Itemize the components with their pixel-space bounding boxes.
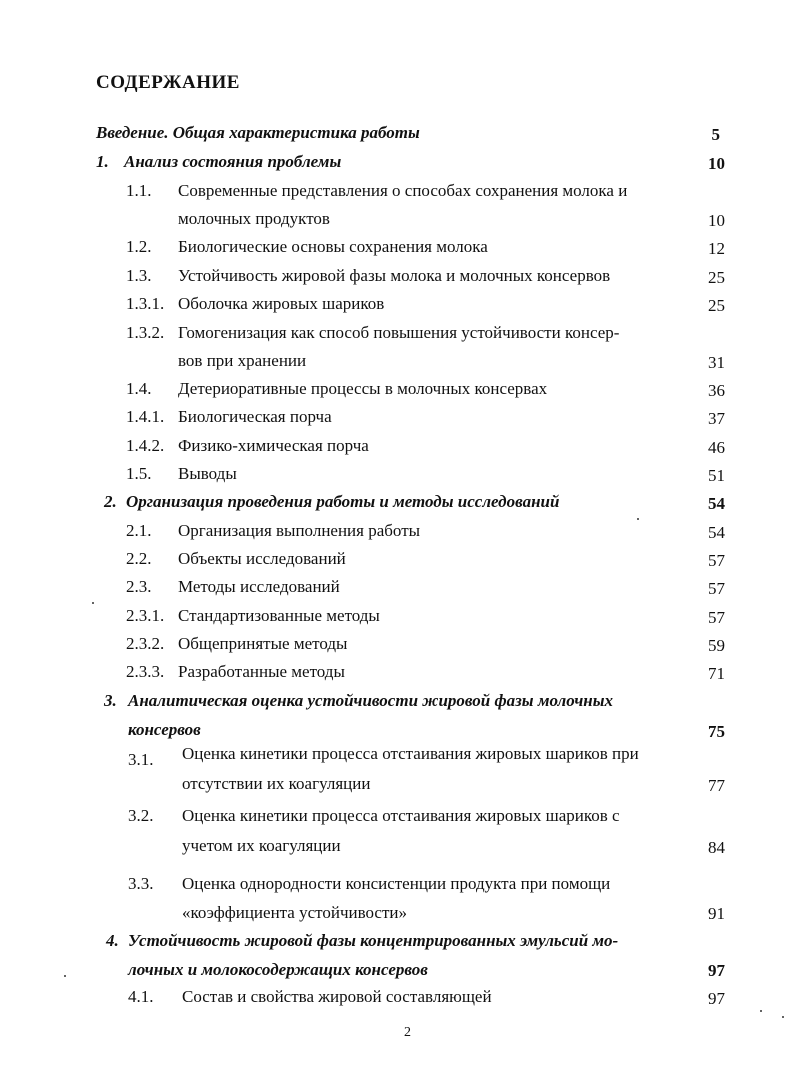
toc-page-number: 57 (708, 608, 725, 627)
toc-entry-text: Устойчивость жировой фазы концентрированных эмульсий мо- (128, 931, 619, 950)
toc-entry-text: Современные представления о способах сохранения молока и (178, 181, 628, 200)
toc-entry-number: 4. (106, 931, 119, 950)
toc-entry-number: 1.4.1. (126, 407, 165, 426)
toc-entry-text: Состав и свойства жировой составляющей (182, 987, 492, 1006)
toc-entry-number: 1.5. (126, 464, 152, 483)
toc-entry-text: Разработанные методы (178, 662, 345, 681)
toc-entry-number: 3.3. (128, 874, 154, 893)
toc-page-number: 31 (708, 353, 725, 372)
toc-entry-number: 1. (96, 152, 109, 171)
toc-page-number: 37 (708, 409, 725, 428)
toc-page-number: 97 (708, 961, 725, 980)
scan-speck (92, 602, 94, 604)
toc-page-number: 5 (711, 125, 720, 144)
toc-entry-text: Детериоративные процессы в молочных консервах (178, 379, 548, 398)
toc-entry-text-cont: учетом их коагуляции (182, 836, 341, 855)
toc-entry-text: Объекты исследований (178, 549, 346, 568)
scan-speck (637, 518, 639, 520)
toc-page-number: 25 (708, 268, 725, 287)
toc-entry-text: Общепринятые методы (178, 634, 348, 653)
toc-entry-text-cont: молочных продуктов (178, 209, 330, 228)
toc-entry-text-cont: отсутствии их коагуляции (182, 774, 371, 793)
toc-page-number: 75 (708, 722, 725, 741)
toc-entry-text: Аналитическая оценка устойчивости жировой фазы молочных (128, 691, 613, 710)
toc-entry-number: 1.4. (126, 379, 152, 398)
toc-entry-text-cont: вов при хранении (178, 351, 307, 370)
toc-entry-text: Выводы (178, 464, 237, 483)
toc-entry-text: Биологические основы сохранения молока (178, 237, 488, 256)
toc-entry-number: 1.3. (126, 266, 152, 285)
toc-entry-text: Анализ состояния проблемы (124, 152, 342, 171)
toc-entry-number: 2.3.1. (126, 606, 165, 625)
toc-page-number: 91 (708, 904, 725, 923)
toc-entry-text: Стандартизованные методы (178, 606, 380, 625)
toc-page-number: 97 (708, 989, 725, 1008)
toc-page-number: 46 (708, 438, 725, 457)
toc-entry-text: Физико-химическая порча (178, 436, 369, 455)
toc-page-number: 57 (708, 551, 725, 570)
toc-entry-number: 3. (104, 691, 117, 710)
toc-entry-text: Организация проведения работы и методы исследований (126, 492, 560, 511)
toc-page-number: 54 (708, 494, 725, 513)
toc-entry-text: Биологическая порча (178, 407, 332, 426)
toc-page-number: 57 (708, 579, 725, 598)
toc-entry-number: 2.2. (126, 549, 152, 568)
toc-page-number: 51 (708, 466, 725, 485)
page-title: СОДЕРЖАНИЕ (96, 72, 240, 93)
toc-entry-number: 1.2. (126, 237, 152, 256)
toc-entry-text: Гомогенизация как способ повышения устойчивости консер- (178, 323, 620, 342)
toc-page-number: 25 (708, 296, 725, 315)
toc-entry-text: Введение. Общая характеристика работы (96, 123, 420, 142)
toc-entry-number: 1.3.1. (126, 294, 165, 313)
toc-page-number: 77 (708, 776, 725, 795)
toc-entry-number: 2. (104, 492, 117, 511)
page-number-footer: 2 (404, 1025, 411, 1040)
toc-page-number: 10 (708, 211, 725, 230)
toc-page-number: 54 (708, 523, 725, 542)
toc-entry-text: Оценка кинетики процесса отстаивания жировых шариков с (182, 806, 620, 825)
toc-entry-text: Оболочка жировых шариков (178, 294, 385, 313)
scan-speck (760, 1010, 762, 1012)
scan-speck (782, 1016, 784, 1018)
toc-entry-text: Устойчивость жировой фазы молока и молочных консервов (178, 266, 611, 285)
toc-entry-number: 4.1. (128, 987, 154, 1006)
toc-page-number: 10 (708, 154, 725, 173)
toc-entry-text: Оценка однородности консистенции продукта при помощи (182, 874, 611, 893)
toc-entry-number: 2.1. (126, 521, 152, 540)
toc-entry-number: 1.4.2. (126, 436, 165, 455)
toc-entry-text-cont: консервов (128, 720, 201, 739)
toc-entry-number: 1.3.2. (126, 323, 165, 342)
toc-entry-text: Организация выполнения работы (178, 521, 421, 540)
toc-page-number: 12 (708, 239, 725, 258)
toc-entry-text-cont: «коэффициента устойчивости» (182, 903, 408, 922)
toc-page-number: 84 (708, 838, 725, 857)
toc-page-number: 59 (708, 636, 725, 655)
toc-entry-text-cont: лочных и молокосодержащих консервов (128, 960, 428, 979)
toc-entry-number: 2.3.2. (126, 634, 165, 653)
toc-entry-text: Оценка кинетики процесса отстаивания жировых шариков при (182, 744, 639, 763)
toc-entry-number: 2.3.3. (126, 662, 165, 681)
toc-page-number: 71 (708, 664, 725, 683)
toc-entry-text: Методы исследований (178, 577, 340, 596)
toc-entry-number: 2.3. (126, 577, 152, 596)
toc-entry-number: 3.1. (128, 750, 154, 769)
toc-entry-number: 1.1. (126, 181, 152, 200)
toc-entry-number: 3.2. (128, 806, 154, 825)
scan-speck (64, 975, 66, 977)
toc-page-number: 36 (708, 381, 725, 400)
